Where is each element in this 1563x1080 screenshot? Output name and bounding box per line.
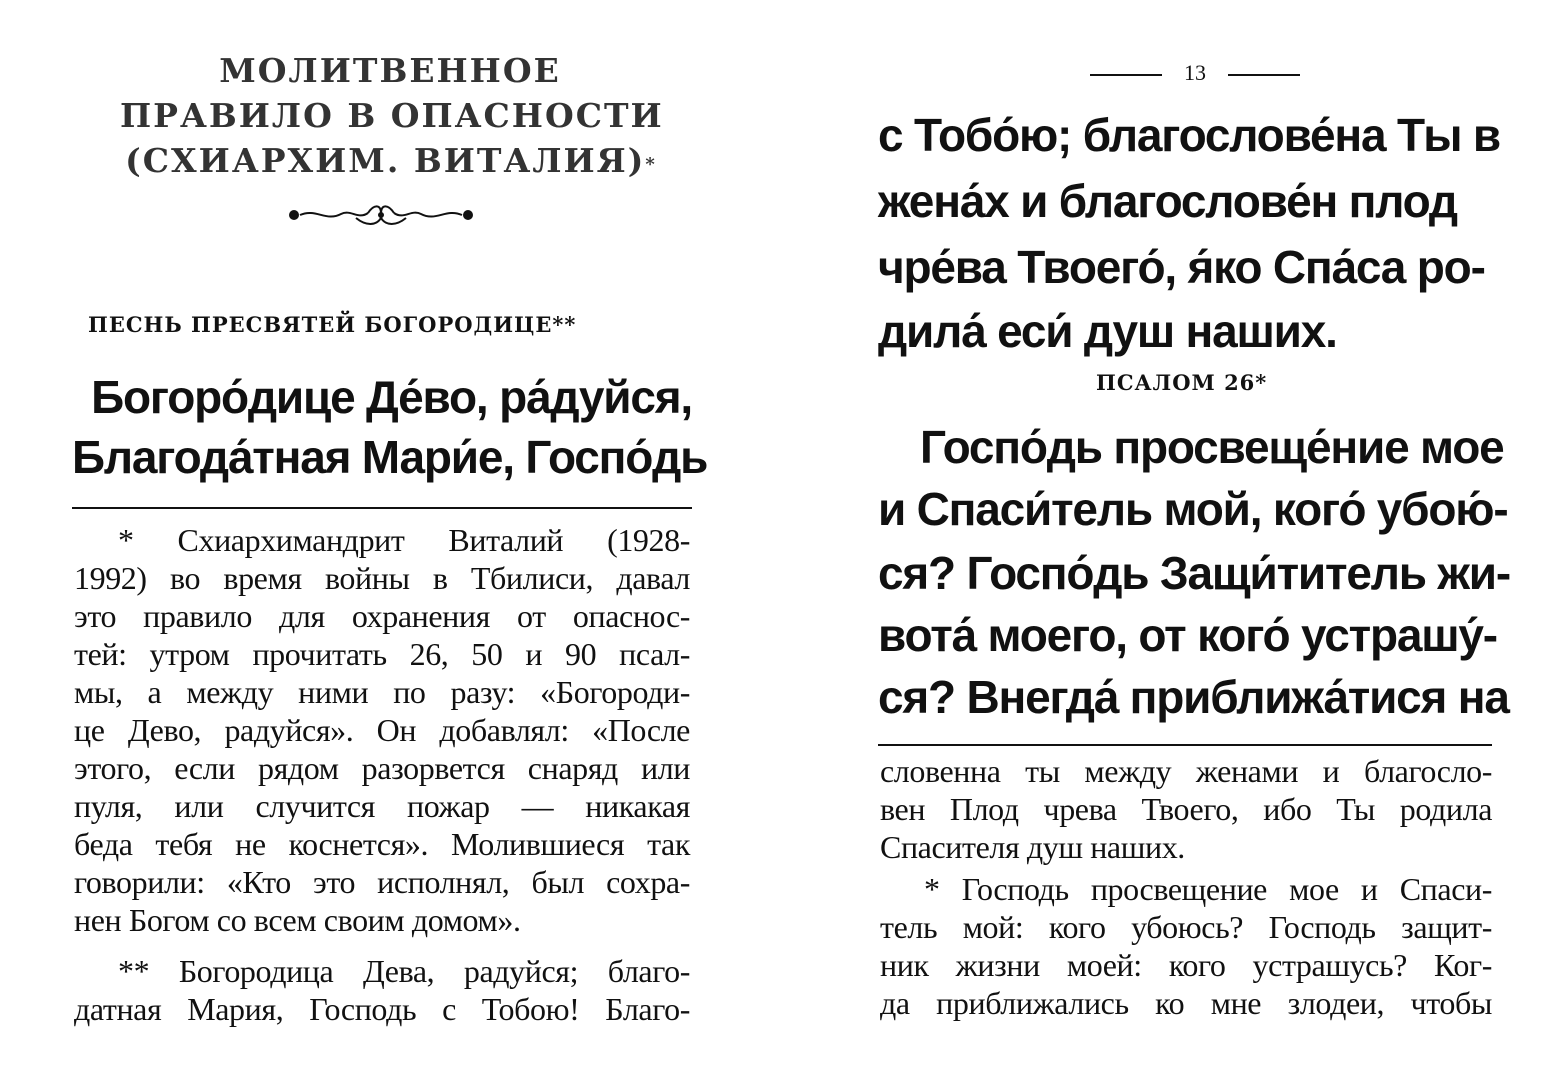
footnote-line: мы, а между ними по разу: «Богороди- (74, 674, 690, 710)
page-number: 13 (1184, 60, 1206, 85)
footnote-line: словенна ты между женами и благосло- (880, 753, 1492, 789)
left-page (0, 0, 760, 1080)
title-line-text: (СХИАРХИМ. ВИТАЛИЯ) (125, 141, 646, 180)
prayer-line: дила́ еси́ душ наших. (878, 305, 1337, 357)
prayer-line: с Тобо́ю; благослове́на Ты в (878, 109, 1501, 161)
footnote-line: тей: утром прочитать 26, 50 и 90 псал- (74, 636, 690, 672)
footnote (74, 952, 690, 1028)
title-footnote-mark: * (645, 154, 655, 175)
footnote-line: этого, если рядом разорвется снаряд или (74, 750, 690, 786)
footnote-line: датная Мария, Господь с Тобою! Благо- (74, 991, 690, 1027)
footnote (74, 521, 690, 939)
prayer-line: жена́х и благослове́н плод (878, 175, 1457, 227)
footnote (880, 752, 1492, 866)
footnote-line: это правило для охранения от опаснос- (74, 598, 690, 634)
page-number-header (1090, 60, 1300, 90)
footnote-line: * Господь просвещение мое и Спаси- (924, 871, 1492, 907)
title-line (120, 138, 660, 183)
footnote-line: да приближались ко мне злодеи, чтобы (880, 985, 1492, 1021)
prayer-line: Благода́тная Мари́е, Госпо́дь (72, 431, 708, 483)
footnote-line: 1992) во время войны в Тбилиси, давал (74, 560, 690, 596)
section-heading: ПСАЛОМ 26* (1096, 370, 1268, 395)
section-heading: ПЕСНЬ ПРЕСВЯТЕЙ БОГОРОДИЦЕ** (88, 312, 577, 337)
ornament-divider (286, 200, 476, 230)
footnote-line: нен Богом со всем своим домом». (74, 902, 521, 938)
footnote (880, 870, 1492, 1022)
footnote-line: ник жизни моей: кого устрашусь? Ког- (880, 947, 1492, 983)
psalm-line: ся? Госпо́дь Защи́титель жи- (878, 547, 1511, 599)
right-page (790, 0, 1563, 1080)
footnote-rule (72, 507, 692, 509)
psalm-line: и Спаси́тель мой, кого́ убою́- (878, 483, 1508, 535)
footnote-line: говорили: «Кто это исполнял, был сохра- (74, 864, 690, 900)
page-title (120, 48, 664, 183)
prayer-line: Богоро́дице Де́во, ра́дуйся, (91, 371, 692, 423)
footnote-line: ** Богородица Дева, радуйся; благо- (118, 953, 690, 989)
title-line: ПРАВИЛО В ОПАСНОСТИ (120, 96, 664, 135)
psalm-line: ся? Внегда́ приближа́тися на (878, 671, 1509, 723)
page-number-dash (1228, 74, 1300, 76)
prayer-line: чре́ва Твоего́, я́ко Спа́са ро- (878, 241, 1485, 293)
footnote-line: це Дево, радуйся». Он добавлял: «После (74, 712, 690, 748)
psalm-line: вота́ моего, от кого́ устрашу́- (878, 609, 1497, 661)
footnote-line: беда тебя не коснется». Молившиеся так (74, 826, 690, 862)
footnote-line: пуля, или случится пожар — никакая (74, 788, 690, 824)
footnote-line: Спасителя душ наших. (880, 829, 1185, 865)
footnote-line: вен Плод чрева Твоего, ибо Ты родила (880, 791, 1492, 827)
psalm-line: Госпо́дь просвеще́ние мое (920, 421, 1504, 473)
footnote-line: * Схиархимандрит Виталий (1928- (118, 522, 690, 558)
footnote-line: тель мой: кого убоюсь? Господь защит- (880, 909, 1492, 945)
footnote-rule (878, 744, 1492, 746)
title-line: МОЛИТВЕННОЕ (219, 51, 561, 90)
